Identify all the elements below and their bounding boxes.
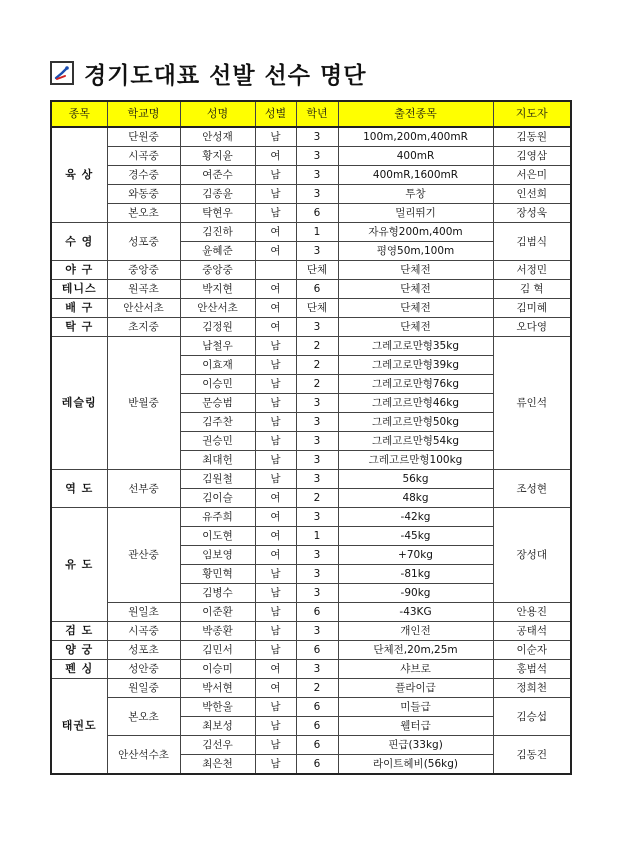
sport-cell: 검 도 bbox=[51, 622, 107, 641]
grade-cell: 3 bbox=[296, 394, 338, 413]
name-cell: 유주희 bbox=[180, 508, 255, 527]
gender-cell: 남 bbox=[255, 736, 296, 755]
document-title-block bbox=[50, 56, 366, 90]
gender-cell: 남 bbox=[255, 204, 296, 223]
event-cell: -90kg bbox=[338, 584, 493, 603]
grade-cell: 6 bbox=[296, 204, 338, 223]
school-cell: 성안중 bbox=[107, 660, 180, 679]
sport-cell: 양 궁 bbox=[51, 641, 107, 660]
event-cell: 플라이급 bbox=[338, 679, 493, 698]
event-cell: 100m,200m,400mR bbox=[338, 127, 493, 147]
coach-cell: 김영삼 bbox=[493, 147, 571, 166]
gender-cell: 남 bbox=[255, 622, 296, 641]
table-row bbox=[51, 166, 571, 185]
event-cell: 샤브로 bbox=[338, 660, 493, 679]
name-cell: 이승미 bbox=[180, 660, 255, 679]
grade-cell: 2 bbox=[296, 337, 338, 356]
name-cell: 박서현 bbox=[180, 679, 255, 698]
gender-cell: 남 bbox=[255, 337, 296, 356]
grade-cell: 1 bbox=[296, 527, 338, 546]
grade-cell: 3 bbox=[296, 565, 338, 584]
gender-cell: 남 bbox=[255, 375, 296, 394]
gender-cell: 남 bbox=[255, 584, 296, 603]
gender-cell: 남 bbox=[255, 185, 296, 204]
grade-cell: 3 bbox=[296, 508, 338, 527]
coach-cell: 홍범석 bbox=[493, 660, 571, 679]
coach-cell: 오다영 bbox=[493, 318, 571, 337]
event-cell: -45kg bbox=[338, 527, 493, 546]
gender-cell: 남 bbox=[255, 717, 296, 736]
name-cell: 최보성 bbox=[180, 717, 255, 736]
gender-cell: 남 bbox=[255, 127, 296, 147]
coach-cell: 김동건 bbox=[493, 736, 571, 775]
event-cell: 단체전 bbox=[338, 280, 493, 299]
name-cell: 최대헌 bbox=[180, 451, 255, 470]
event-cell: 단체전 bbox=[338, 299, 493, 318]
school-cell: 성포초 bbox=[107, 641, 180, 660]
name-cell: 중앙중 bbox=[180, 261, 255, 280]
name-cell: 김이슬 bbox=[180, 489, 255, 508]
name-cell: 김종윤 bbox=[180, 185, 255, 204]
grade-cell: 1 bbox=[296, 223, 338, 242]
table-row bbox=[51, 127, 571, 147]
grade-cell: 3 bbox=[296, 470, 338, 489]
school-cell: 안산석수초 bbox=[107, 736, 180, 775]
gender-cell: 남 bbox=[255, 432, 296, 451]
event-cell: 멀리뛰기 bbox=[338, 204, 493, 223]
school-cell: 원곡초 bbox=[107, 280, 180, 299]
gender-cell: 여 bbox=[255, 299, 296, 318]
coach-cell: 정희천 bbox=[493, 679, 571, 698]
table-row bbox=[51, 603, 571, 622]
coach-cell: 조성현 bbox=[493, 470, 571, 508]
coach-cell: 류인석 bbox=[493, 337, 571, 470]
gender-cell: 남 bbox=[255, 698, 296, 717]
column-header-event: 출전종목 bbox=[338, 101, 493, 127]
table-row bbox=[51, 299, 571, 318]
gender-cell: 여 bbox=[255, 318, 296, 337]
name-cell: 김민서 bbox=[180, 641, 255, 660]
column-header-sport: 종목 bbox=[51, 101, 107, 127]
gender-cell: 여 bbox=[255, 660, 296, 679]
event-cell: 그레고르만형54kg bbox=[338, 432, 493, 451]
athlete-runner-icon bbox=[50, 61, 74, 85]
grade-cell: 3 bbox=[296, 318, 338, 337]
grade-cell: 3 bbox=[296, 451, 338, 470]
name-cell: 이준환 bbox=[180, 603, 255, 622]
table-row bbox=[51, 736, 571, 755]
name-cell: 이도현 bbox=[180, 527, 255, 546]
coach-cell: 이순자 bbox=[493, 641, 571, 660]
event-cell: 투창 bbox=[338, 185, 493, 204]
table-row bbox=[51, 147, 571, 166]
school-cell: 본오초 bbox=[107, 698, 180, 736]
grade-cell: 6 bbox=[296, 736, 338, 755]
grade-cell: 3 bbox=[296, 432, 338, 451]
gender-cell: 남 bbox=[255, 755, 296, 775]
table-row bbox=[51, 204, 571, 223]
table-row bbox=[51, 698, 571, 717]
event-cell: 평영50m,100m bbox=[338, 242, 493, 261]
name-cell: 남철우 bbox=[180, 337, 255, 356]
gender-cell: 여 bbox=[255, 489, 296, 508]
name-cell: 김주찬 bbox=[180, 413, 255, 432]
name-cell: 임보영 bbox=[180, 546, 255, 565]
gender-cell: 여 bbox=[255, 242, 296, 261]
grade-cell: 2 bbox=[296, 679, 338, 698]
coach-cell: 김 혁 bbox=[493, 280, 571, 299]
name-cell: 안산서초 bbox=[180, 299, 255, 318]
sport-cell: 레슬링 bbox=[51, 337, 107, 470]
coach-cell: 장성욱 bbox=[493, 204, 571, 223]
name-cell: 권승민 bbox=[180, 432, 255, 451]
grade-cell: 3 bbox=[296, 413, 338, 432]
gender-cell: 남 bbox=[255, 413, 296, 432]
event-cell: 단체전 bbox=[338, 261, 493, 280]
table-row bbox=[51, 508, 571, 527]
name-cell: 이효재 bbox=[180, 356, 255, 375]
gender-cell: 남 bbox=[255, 565, 296, 584]
school-cell: 원일초 bbox=[107, 603, 180, 622]
name-cell: 문승범 bbox=[180, 394, 255, 413]
name-cell: 김정원 bbox=[180, 318, 255, 337]
event-cell: 그레고르만형50kg bbox=[338, 413, 493, 432]
event-cell: 400mR bbox=[338, 147, 493, 166]
name-cell: 김병수 bbox=[180, 584, 255, 603]
event-cell: 그레고로만형35kg bbox=[338, 337, 493, 356]
column-header-name: 성명 bbox=[180, 101, 255, 127]
name-cell: 박한울 bbox=[180, 698, 255, 717]
school-cell: 단원중 bbox=[107, 127, 180, 147]
name-cell: 탁현우 bbox=[180, 204, 255, 223]
grade-cell: 2 bbox=[296, 356, 338, 375]
grade-cell: 3 bbox=[296, 166, 338, 185]
school-cell: 반월중 bbox=[107, 337, 180, 470]
event-cell: 400mR,1600mR bbox=[338, 166, 493, 185]
grade-cell: 6 bbox=[296, 641, 338, 660]
event-cell: 56kg bbox=[338, 470, 493, 489]
sport-cell: 유 도 bbox=[51, 508, 107, 622]
gender-cell: 여 bbox=[255, 527, 296, 546]
school-cell: 초지중 bbox=[107, 318, 180, 337]
event-cell: 개인전 bbox=[338, 622, 493, 641]
school-cell: 본오초 bbox=[107, 204, 180, 223]
table-row bbox=[51, 641, 571, 660]
school-cell: 안산서초 bbox=[107, 299, 180, 318]
gender-cell bbox=[255, 261, 296, 280]
event-cell: 웰터급 bbox=[338, 717, 493, 736]
name-cell: 박지현 bbox=[180, 280, 255, 299]
gender-cell: 남 bbox=[255, 603, 296, 622]
grade-cell: 6 bbox=[296, 280, 338, 299]
sport-cell: 역 도 bbox=[51, 470, 107, 508]
event-cell: 그레고로만형39kg bbox=[338, 356, 493, 375]
table-row bbox=[51, 622, 571, 641]
coach-cell: 서정민 bbox=[493, 261, 571, 280]
coach-cell: 김미혜 bbox=[493, 299, 571, 318]
event-cell: -42kg bbox=[338, 508, 493, 527]
gender-cell: 남 bbox=[255, 641, 296, 660]
table-row bbox=[51, 223, 571, 242]
gender-cell: 여 bbox=[255, 508, 296, 527]
grade-cell: 3 bbox=[296, 242, 338, 261]
name-cell: 안성재 bbox=[180, 127, 255, 147]
column-header-school: 학교명 bbox=[107, 101, 180, 127]
school-cell: 성포중 bbox=[107, 223, 180, 261]
coach-cell: 장성대 bbox=[493, 508, 571, 603]
school-cell: 관산중 bbox=[107, 508, 180, 603]
school-cell: 와동중 bbox=[107, 185, 180, 204]
header-row bbox=[51, 101, 571, 127]
grade-cell: 6 bbox=[296, 717, 338, 736]
sport-cell: 테니스 bbox=[51, 280, 107, 299]
name-cell: 김선우 bbox=[180, 736, 255, 755]
grade-cell: 단체 bbox=[296, 299, 338, 318]
name-cell: 김원철 bbox=[180, 470, 255, 489]
grade-cell: 3 bbox=[296, 660, 338, 679]
event-cell: -81kg bbox=[338, 565, 493, 584]
gender-cell: 여 bbox=[255, 223, 296, 242]
gender-cell: 남 bbox=[255, 470, 296, 489]
name-cell: 김진하 bbox=[180, 223, 255, 242]
grade-cell: 6 bbox=[296, 603, 338, 622]
column-header-coach: 지도자 bbox=[493, 101, 571, 127]
grade-cell: 3 bbox=[296, 127, 338, 147]
event-cell: 그레고르만형100kg bbox=[338, 451, 493, 470]
gender-cell: 남 bbox=[255, 356, 296, 375]
event-cell: 단체전,20m,25m bbox=[338, 641, 493, 660]
school-cell: 경수중 bbox=[107, 166, 180, 185]
school-cell: 시곡중 bbox=[107, 622, 180, 641]
sport-cell: 육 상 bbox=[51, 127, 107, 223]
event-cell: 단체전 bbox=[338, 318, 493, 337]
grade-cell: 3 bbox=[296, 147, 338, 166]
coach-cell: 김동원 bbox=[493, 127, 571, 147]
event-cell: 라이트헤비(56kg) bbox=[338, 755, 493, 775]
name-cell: 윤혜준 bbox=[180, 242, 255, 261]
grade-cell: 3 bbox=[296, 622, 338, 641]
event-cell: 그레고로만형76kg bbox=[338, 375, 493, 394]
table-row bbox=[51, 318, 571, 337]
name-cell: 황지윤 bbox=[180, 147, 255, 166]
table-row bbox=[51, 470, 571, 489]
event-cell: -43KG bbox=[338, 603, 493, 622]
table-row bbox=[51, 679, 571, 698]
sport-cell: 태권도 bbox=[51, 679, 107, 775]
table-row bbox=[51, 660, 571, 679]
school-cell: 선부중 bbox=[107, 470, 180, 508]
school-cell: 원일중 bbox=[107, 679, 180, 698]
gender-cell: 남 bbox=[255, 166, 296, 185]
school-cell: 시곡중 bbox=[107, 147, 180, 166]
table-row bbox=[51, 280, 571, 299]
coach-cell: 서은미 bbox=[493, 166, 571, 185]
name-cell: 최은천 bbox=[180, 755, 255, 775]
column-header-grade: 학년 bbox=[296, 101, 338, 127]
sport-cell: 배 구 bbox=[51, 299, 107, 318]
page-title: 경기도대표 선발 선수 명단 bbox=[84, 62, 367, 89]
coach-cell: 김범식 bbox=[493, 223, 571, 261]
gender-cell: 여 bbox=[255, 147, 296, 166]
sport-cell: 야 구 bbox=[51, 261, 107, 280]
event-cell: 미들급 bbox=[338, 698, 493, 717]
name-cell: 황민혁 bbox=[180, 565, 255, 584]
grade-cell: 2 bbox=[296, 489, 338, 508]
sport-cell: 수 영 bbox=[51, 223, 107, 261]
name-cell: 이승민 bbox=[180, 375, 255, 394]
table-row bbox=[51, 337, 571, 356]
grade-cell: 6 bbox=[296, 755, 338, 775]
roster-table bbox=[50, 100, 572, 775]
grade-cell: 3 bbox=[296, 185, 338, 204]
event-cell: 48kg bbox=[338, 489, 493, 508]
table-row bbox=[51, 185, 571, 204]
coach-cell: 인선희 bbox=[493, 185, 571, 204]
event-cell: 자유형200m,400m bbox=[338, 223, 493, 242]
grade-cell: 단체 bbox=[296, 261, 338, 280]
gender-cell: 남 bbox=[255, 451, 296, 470]
gender-cell: 여 bbox=[255, 546, 296, 565]
gender-cell: 여 bbox=[255, 679, 296, 698]
coach-cell: 안용진 bbox=[493, 603, 571, 622]
column-header-gender: 성별 bbox=[255, 101, 296, 127]
name-cell: 박종환 bbox=[180, 622, 255, 641]
sport-cell: 탁 구 bbox=[51, 318, 107, 337]
coach-cell: 김승섭 bbox=[493, 698, 571, 736]
school-cell: 중앙중 bbox=[107, 261, 180, 280]
grade-cell: 3 bbox=[296, 546, 338, 565]
event-cell: 그레고르만형46kg bbox=[338, 394, 493, 413]
event-cell: 핀급(33kg) bbox=[338, 736, 493, 755]
gender-cell: 여 bbox=[255, 280, 296, 299]
gender-cell: 남 bbox=[255, 394, 296, 413]
name-cell: 여준수 bbox=[180, 166, 255, 185]
sport-cell: 펜 싱 bbox=[51, 660, 107, 679]
grade-cell: 6 bbox=[296, 698, 338, 717]
coach-cell: 공태석 bbox=[493, 622, 571, 641]
grade-cell: 2 bbox=[296, 375, 338, 394]
grade-cell: 3 bbox=[296, 584, 338, 603]
event-cell: +70kg bbox=[338, 546, 493, 565]
table-row bbox=[51, 261, 571, 280]
